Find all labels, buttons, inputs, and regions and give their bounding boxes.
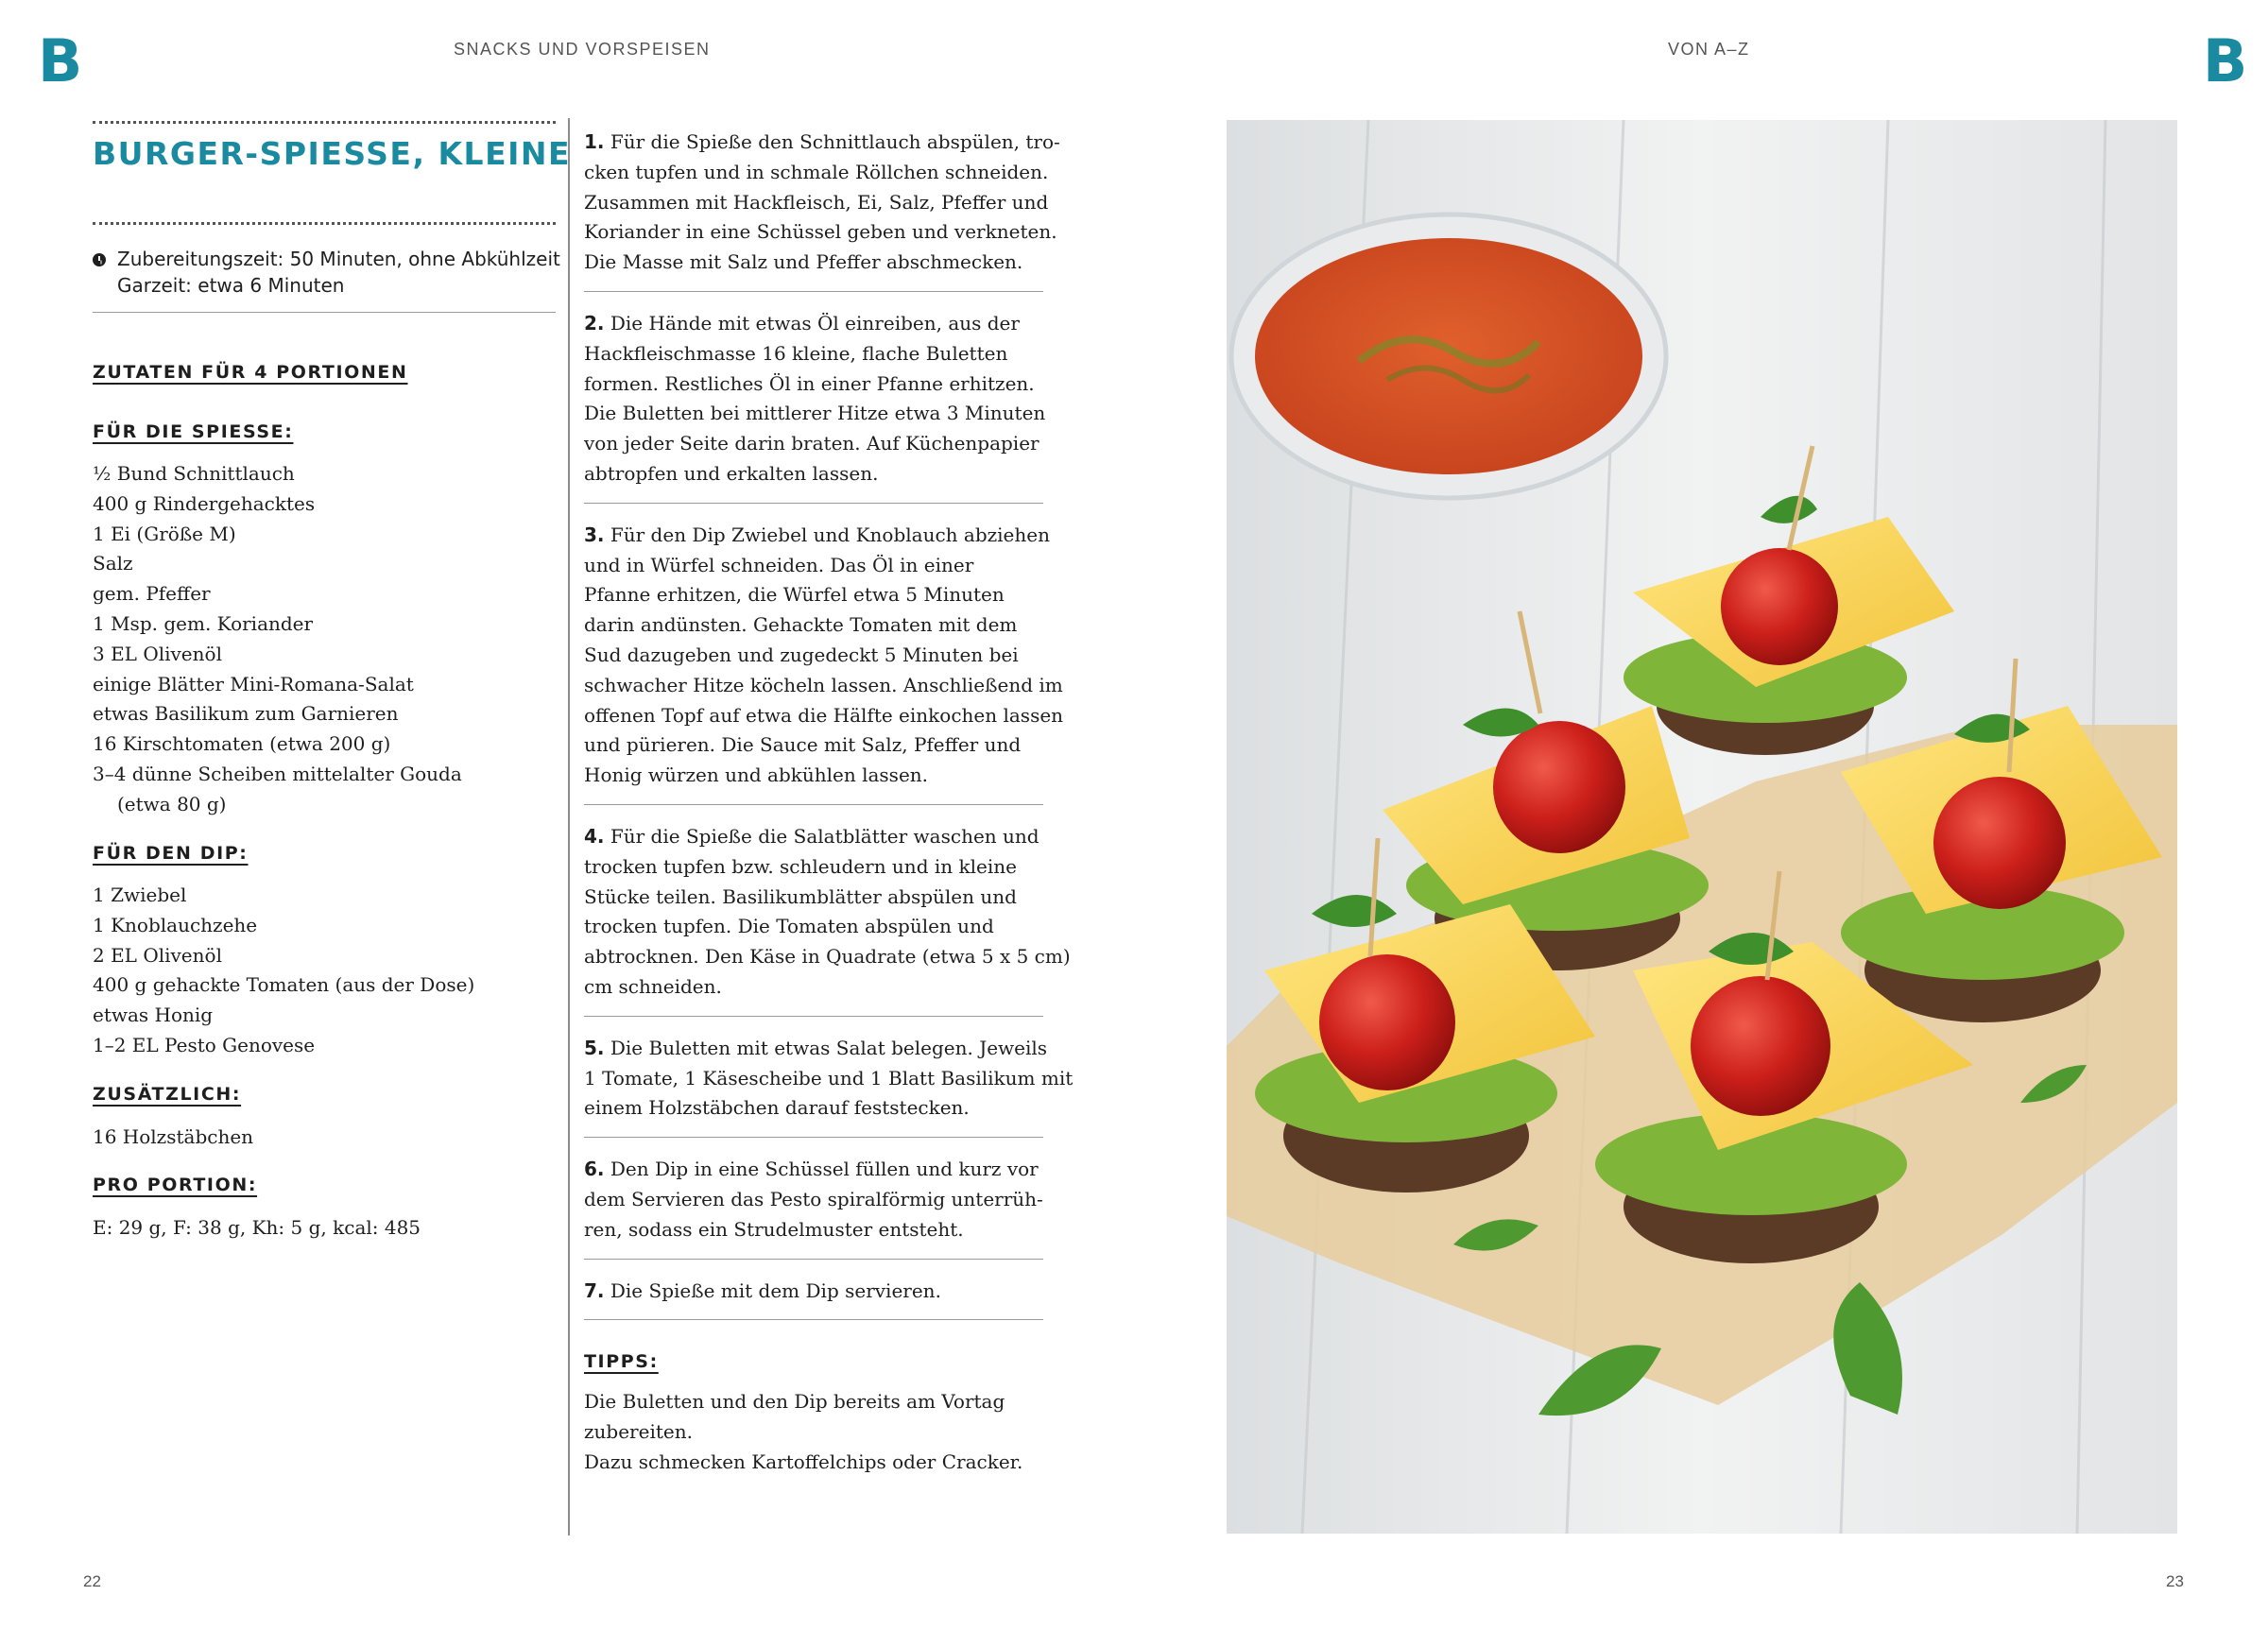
tip-line: Die Buletten und den Dip bereits am Vortag xyxy=(584,1390,1005,1413)
step-line: trocken tupfen bzw. schleudern und in kleine xyxy=(584,854,1017,878)
ingredient-item: 1 Msp. gem. Koriander xyxy=(93,611,314,635)
skewers-heading: FÜR DIE SPIESSE: xyxy=(93,421,294,442)
step-line: einem Holzstäbchen darauf feststecken. xyxy=(584,1096,970,1120)
step-number: 4. xyxy=(584,824,605,848)
step-line: Die Buletten bei mittlerer Hitze etwa 3 Minuten xyxy=(584,402,1046,425)
clock-icon xyxy=(93,253,106,266)
step-number: 2. xyxy=(584,311,605,335)
step-line: trocken tupfen. Die Tomaten abspülen und xyxy=(584,915,994,938)
step-line: Für die Spieße die Salatblätter waschen und xyxy=(610,824,1040,848)
step-line: ren, sodass ein Strudelmuster entsteht. xyxy=(584,1217,964,1241)
step-line: Pfanne erhitzen, die Würfel etwa 5 Minuten xyxy=(584,583,1005,607)
ingredient-item: 3–4 dünne Scheiben mittelalter Gouda xyxy=(93,762,462,785)
step-1 xyxy=(584,126,1060,292)
ingredient-item: 1 Zwiebel xyxy=(93,884,187,906)
step-line: Sud dazugeben und zugedeckt 5 Minuten bei xyxy=(584,643,1019,666)
ingredient-item: etwas Basilikum zum Garnieren xyxy=(93,702,399,726)
servings-heading: ZUTATEN FÜR 4 PORTIONEN xyxy=(93,362,408,383)
tip-line: zubereiten. xyxy=(584,1419,693,1443)
step-number: 3. xyxy=(584,523,605,546)
column-divider xyxy=(568,118,570,1536)
step-line: dem Servieren das Pesto spiralförmig unterrüh- xyxy=(584,1187,1043,1210)
step-line: Stücke teilen. Basilikumblätter abspülen und xyxy=(584,884,1017,908)
step-line: darin andünsten. Gehackte Tomaten mit dem xyxy=(584,613,1018,637)
nutrition-heading: PRO PORTION: xyxy=(93,1175,258,1195)
step-line: cken tupfen und in schmale Röllchen schneiden. xyxy=(584,160,1049,183)
step-2 xyxy=(584,307,1046,504)
step-6 xyxy=(584,1153,1043,1259)
chapter-letter-right: B xyxy=(2203,26,2248,95)
ingredient-item: einige Blätter Mini-Romana-Salat xyxy=(93,672,414,695)
step-line: schwacher Hitze köcheln lassen. Anschließend im xyxy=(584,673,1063,696)
step-line: und pürieren. Die Sauce mit Salz, Pfeffer und xyxy=(584,733,1022,757)
dip-ingredient-list xyxy=(93,881,474,1061)
step-line: Koriander in eine Schüssel geben und verkneten. xyxy=(584,220,1057,244)
chapter-letter-left: B xyxy=(38,26,83,95)
step-number: 5. xyxy=(584,1036,605,1059)
ingredient-item: 3 EL Olivenöl xyxy=(93,642,222,665)
step-number: 6. xyxy=(584,1158,605,1181)
step-line: formen. Restliches Öl in einer Pfanne erhitzen. xyxy=(584,371,1035,395)
page-number-right: 23 xyxy=(2166,1572,2184,1590)
step-line: 1 Tomate, 1 Käsescheibe und 1 Blatt Basilikum mit xyxy=(584,1066,1074,1090)
tip-line: Dazu schmecken Kartoffelchips oder Cracker. xyxy=(584,1450,1023,1473)
ingredient-item: gem. Pfeffer xyxy=(93,582,211,606)
title-rule-top xyxy=(93,121,556,124)
dip-heading: FÜR DEN DIP: xyxy=(93,843,249,864)
prep-time: Zubereitungszeit: 50 Minuten, ohne Abkühlzeit xyxy=(117,248,560,270)
tips-heading: TIPPS: xyxy=(584,1351,659,1372)
extra-heading: ZUSÄTZLICH: xyxy=(93,1084,242,1105)
step-5 xyxy=(584,1032,1074,1138)
time-info xyxy=(117,246,560,299)
recipe-title: BURGER-SPIESSE, KLEINE xyxy=(93,135,572,172)
step-line: offenen Topf auf etwa die Hälfte einkochen lassen xyxy=(584,703,1064,727)
tips-section xyxy=(584,1351,1043,1477)
ingredient-item: 1–2 EL Pesto Genovese xyxy=(93,1033,316,1056)
step-3 xyxy=(584,519,1064,805)
step-number: 1. xyxy=(584,130,605,153)
step-4 xyxy=(584,820,1071,1017)
ingredient-item: 16 Holzstäbchen xyxy=(93,1125,254,1148)
step-line: Die Buletten mit etwas Salat belegen. Jeweils xyxy=(610,1036,1048,1059)
skewers-ingredient-list xyxy=(93,459,462,820)
tips-text xyxy=(584,1387,1043,1477)
step-line: abtropfen und erkalten lassen. xyxy=(584,461,879,485)
meta-rule xyxy=(93,312,556,313)
running-head-left: SNACKS UND VORSPEISEN xyxy=(454,40,711,59)
step-line: Den Dip in eine Schüssel füllen und kurz vor xyxy=(610,1158,1039,1181)
ingredient-item: 2 EL Olivenöl xyxy=(93,943,222,967)
step-line: cm schneiden. xyxy=(584,974,722,998)
ingredient-item: (etwa 80 g) xyxy=(117,792,227,815)
step-line: und in Würfel schneiden. Das Öl in einer xyxy=(584,553,974,576)
step-7 xyxy=(584,1275,1043,1321)
step-line: Hackfleischmasse 16 kleine, flache Buletten xyxy=(584,341,1008,365)
cook-time: Garzeit: etwa 6 Minuten xyxy=(117,274,345,297)
ingredient-item: 1 Knoblauchzehe xyxy=(93,913,258,936)
step-line: Honig würzen und abkühlen lassen. xyxy=(584,764,929,787)
ingredient-item: etwas Honig xyxy=(93,1004,214,1027)
step-line: Die Masse mit Salz und Pfeffer abschmecken. xyxy=(584,250,1023,274)
step-line: Für die Spieße den Schnittlauch abspülen, tro- xyxy=(610,130,1060,153)
nutrition-info: E: 29 g, F: 38 g, Kh: 5 g, kcal: 485 xyxy=(93,1216,421,1239)
step-line: von jeder Seite darin braten. Auf Küchenpapier xyxy=(584,432,1040,455)
step-line: Zusammen mit Hackfleisch, Ei, Salz, Pfeffer und xyxy=(584,190,1049,214)
step-line: Für den Dip Zwiebel und Knoblauch abziehen xyxy=(610,523,1050,546)
page-number-left: 22 xyxy=(83,1572,101,1590)
ingredient-item: 400 g gehackte Tomaten (aus der Dose) xyxy=(93,973,475,997)
ingredient-item: ½ Bund Schnittlauch xyxy=(93,462,295,485)
step-line: Die Hände mit etwas Öl einreiben, aus der xyxy=(610,311,1020,335)
recipe-photo xyxy=(1227,120,2177,1534)
ingredient-item: Salz xyxy=(93,552,133,575)
step-line: abtrocknen. Den Käse in Quadrate (etwa 5 x 5 cm) xyxy=(584,945,1071,969)
step-number: 7. xyxy=(584,1278,605,1302)
ingredient-item: 1 Ei (Größe M) xyxy=(93,522,236,545)
step-line: Die Spieße mit dem Dip servieren. xyxy=(610,1278,941,1302)
instructions xyxy=(584,126,1074,1335)
extra-ingredient-list xyxy=(93,1123,253,1153)
ingredient-item: 400 g Rindergehacktes xyxy=(93,491,316,515)
running-head-right: VON A–Z xyxy=(1668,40,1750,59)
ingredient-item: 16 Kirschtomaten (etwa 200 g) xyxy=(93,732,391,756)
title-rule-bottom xyxy=(93,222,556,225)
